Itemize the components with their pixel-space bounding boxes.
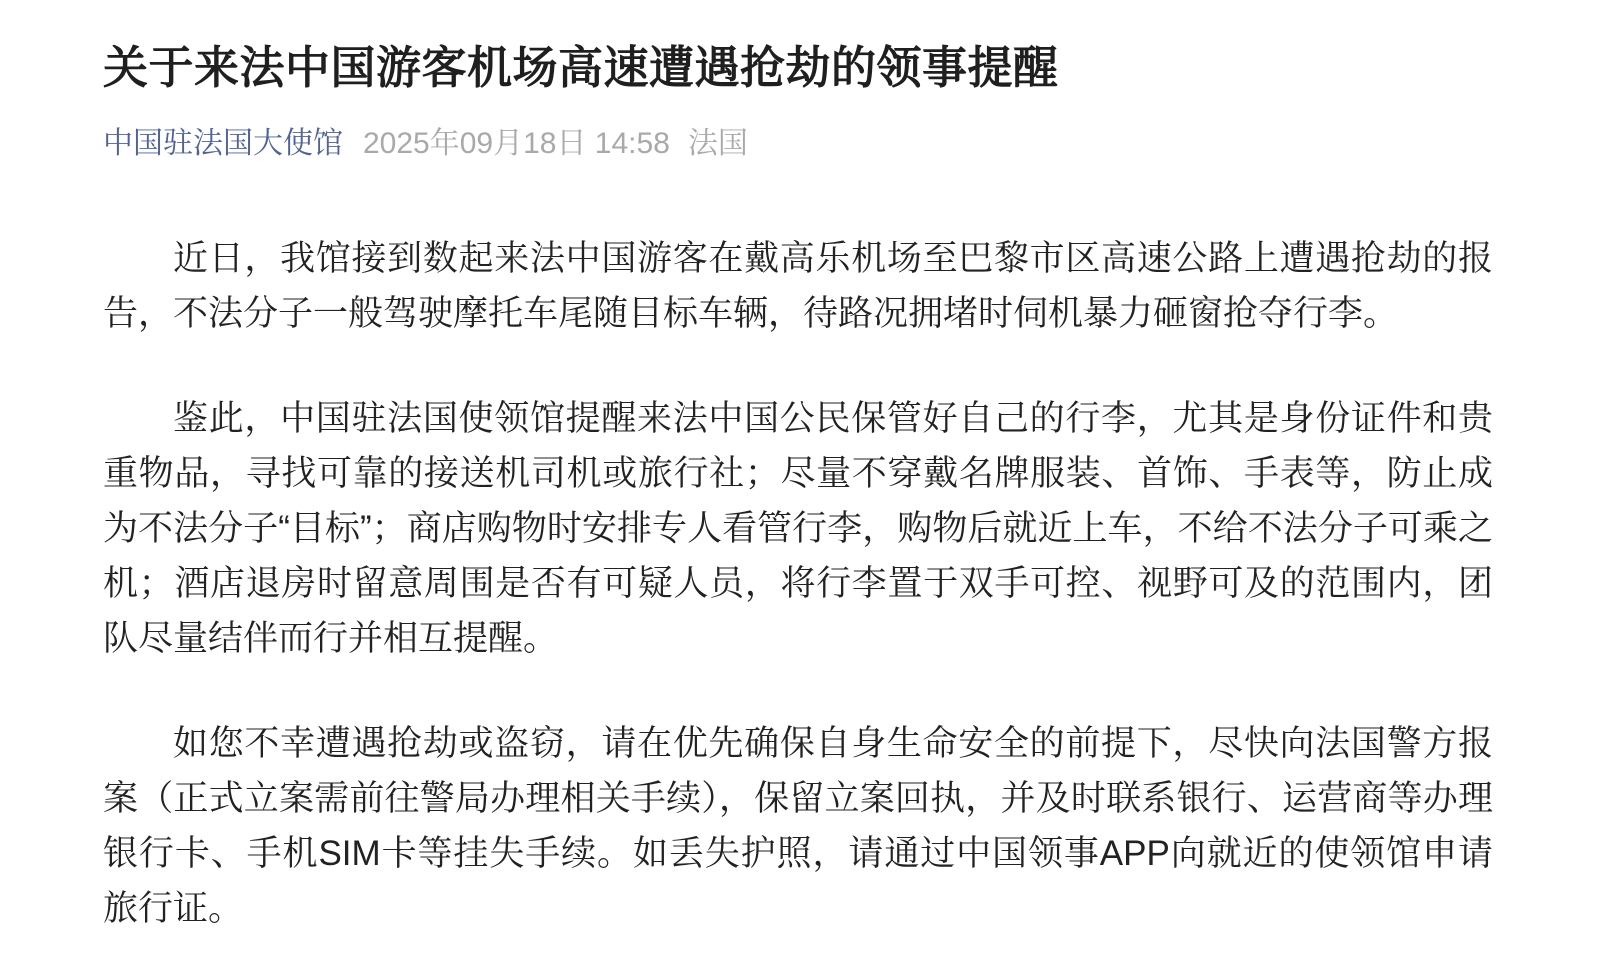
byline [103,123,1493,165]
paragraph-2: 鉴此，中国驻法国使领馆提醒来法中国公民保管好自己的行李，尤其是身份证件和贵重物品，寻找可靠的接送机司机或旅行社；尽量不穿戴名牌服装、首饰、手表等，防止成为不法分子“目标”；商店购物时安排专人看管行李，购物后就近上车，不给不法分子可乘之机；酒店退房时留意周围是否有可疑人员，将行李置于双手可控、视野可及的范围内，团队尽量结伴而行并相互提醒。 [103,399,1493,658]
paragraph-3: 如您不幸遭遇抢劫或盗窃，请在优先确保自身生命安全的前提下，尽快向法国警方报案（正式立案需前往警局办理相关手续），保留立案回执，并及时联系银行、运营商等办理银行卡、手机SIM卡等挂失手续。如丢失护照，请通过中国领事APP向就近的使领馆申请旅行证。 [103,724,1493,928]
byline-datetime: 2025年09月18日 14:58 [363,127,670,160]
byline-location: 法国 [687,127,748,160]
page-title: 关于来法中国游客机场高速遭遇抢劫的领事提醒 [103,42,1059,93]
paragraph-1: 近日，我馆接到数起来法中国游客在戴高乐机场至巴黎市区高速公路上遭遇抢劫的报告，不法分子一般驾驶摩托车尾随目标车辆，待路况拥堵时伺机暴力砸窗抢夺行李。 [103,239,1493,333]
byline-source-link[interactable]: 中国驻法国大使馆 [103,127,343,160]
